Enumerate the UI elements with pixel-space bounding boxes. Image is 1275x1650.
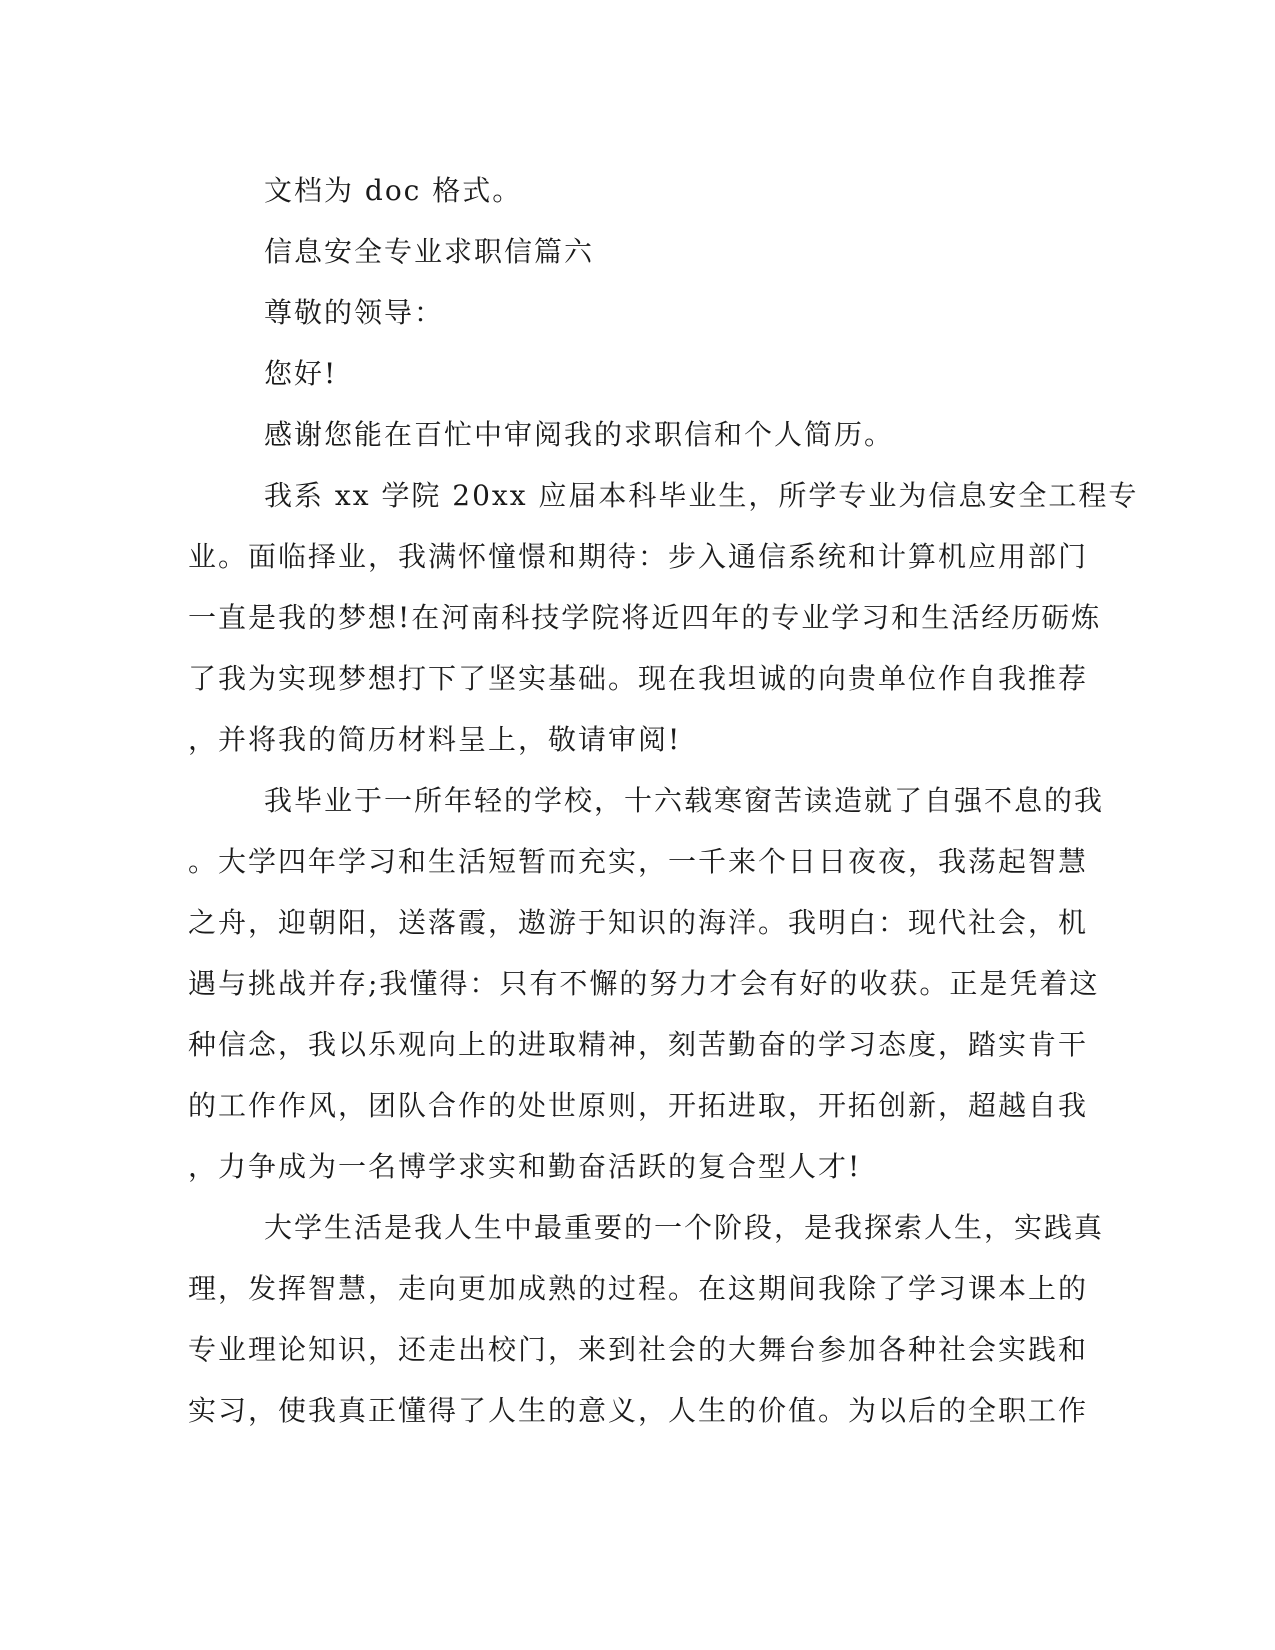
paragraph-3-line: 理，发挥智慧，走向更加成熟的过程。在这期间我除了学习课本上的 bbox=[188, 1272, 1089, 1305]
letter-title: 信息安全专业求职信篇六 bbox=[264, 235, 595, 268]
paragraph-1-line: 业。面临择业，我满怀憧憬和期待：步入通信系统和计算机应用部门 bbox=[188, 540, 1089, 573]
paragraph-2-line: 种信念，我以乐观向上的进取精神，刻苦勤奋的学习态度，踏实肯干 bbox=[188, 1028, 1089, 1061]
format-note: 文档为 doc 格式。 bbox=[264, 174, 523, 207]
paragraph-2-line: ，力争成为一名博学求实和勤奋活跃的复合型人才! bbox=[188, 1150, 862, 1183]
thanks-line: 感谢您能在百忙中审阅我的求职信和个人简历。 bbox=[264, 418, 895, 451]
paragraph-1-line: ，并将我的简历材料呈上，敬请审阅! bbox=[188, 723, 682, 756]
paragraph-1-line: 一直是我的梦想!在河南科技学院将近四年的专业学习和生活经历砺炼 bbox=[188, 601, 1102, 634]
paragraph-2-line: 的工作作风，团队合作的处世原则，开拓进取，开拓创新，超越自我 bbox=[188, 1089, 1089, 1122]
paragraph-1-line: 我系 xx 学院 20xx 应届本科毕业生，所学专业为信息安全工程专 bbox=[264, 479, 1139, 512]
paragraph-2-line: 我毕业于一所年轻的学校，十六载寒窗苦读造就了自强不息的我 bbox=[264, 784, 1105, 817]
paragraph-1-line: 了我为实现梦想打下了坚实基础。现在我坦诚的向贵单位作自我推荐 bbox=[188, 662, 1089, 695]
document-body bbox=[188, 160, 1139, 1441]
greeting: 您好! bbox=[264, 357, 338, 390]
paragraph-3-line: 大学生活是我人生中最重要的一个阶段，是我探索人生，实践真 bbox=[264, 1211, 1105, 1244]
paragraph-2-line: 之舟，迎朝阳，送落霞，遨游于知识的海洋。我明白：现代社会，机 bbox=[188, 906, 1089, 939]
paragraph-3-line: 实习，使我真正懂得了人生的意义，人生的价值。为以后的全职工作 bbox=[188, 1394, 1089, 1427]
paragraph-3-line: 专业理论知识，还走出校门，来到社会的大舞台参加各种社会实践和 bbox=[188, 1333, 1089, 1366]
salutation: 尊敬的领导： bbox=[264, 296, 445, 329]
paragraph-2-line: 遇与挑战并存;我懂得：只有不懈的努力才会有好的收获。正是凭着这 bbox=[188, 967, 1100, 1000]
paragraph-2-line: 。大学四年学习和生活短暂而充实，一千来个日日夜夜，我荡起智慧 bbox=[188, 845, 1089, 878]
